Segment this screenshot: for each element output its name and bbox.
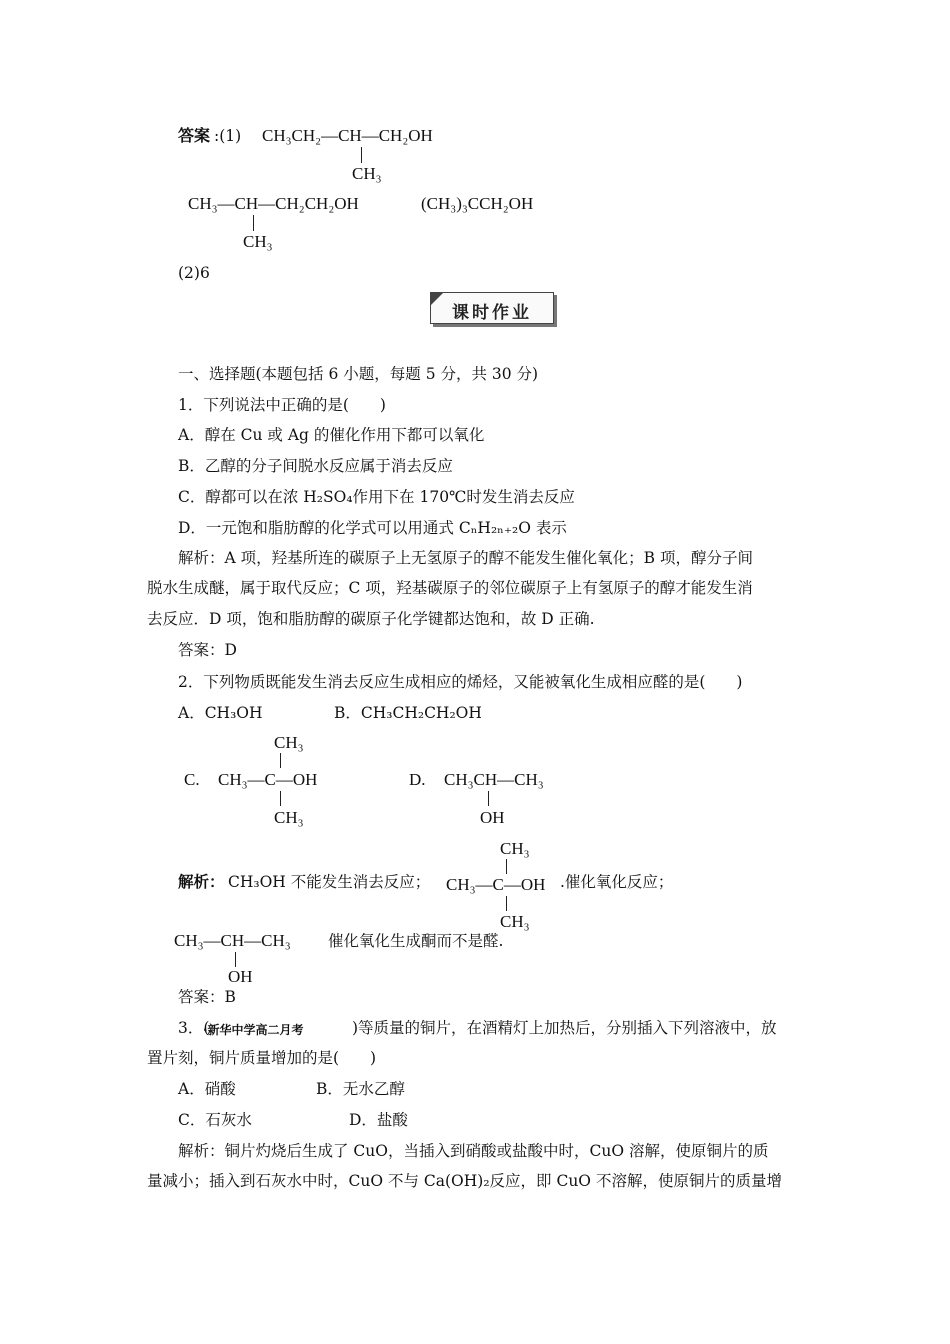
q2-exp2-main: CH₃—CH—CH₃ — [174, 931, 291, 950]
answer-part2: (2)6 — [178, 264, 210, 282]
bond-line — [235, 952, 236, 967]
q1-option-b: B．乙醇的分子间脱水反应属于消去反应 — [178, 457, 453, 475]
q1-explanation-line2: 脱水生成醚，属于取代反应；C 项，羟基碳原子的邻位碳原子上有氢原子的醇才能发生消 — [147, 579, 753, 597]
q3-source: ·新华中学高二月考 — [203, 1023, 304, 1037]
formula-3: (CH₃)₃CCH₂OH — [421, 194, 534, 213]
q2-explanation-a: CH₃OH 不能发生消去反应； — [228, 873, 431, 891]
formula-1-main: CH₃CH₂—CH—CH₂OH — [262, 126, 433, 145]
q2-exp2-bottom: OH — [228, 967, 253, 986]
q2-exp-bottom: CH₃ — [500, 912, 530, 931]
q3-option-c: C．石灰水 — [178, 1111, 252, 1129]
q1-option-a: A．醇在 Cu 或 Ag 的催化作用下都可以氧化 — [178, 426, 485, 444]
q2-exp-main: CH₃—C—OH — [446, 875, 546, 894]
q2-option-a: A．CH₃OH — [178, 704, 263, 722]
banner-title: 课时作业 — [452, 303, 532, 323]
q3-number: 3．( — [178, 1019, 210, 1037]
q2-explanation-tail: .催化氧化反应； — [560, 873, 674, 891]
q2-stem: 2．下列物质既能发生消去反应生成相应的烯烃，又能被氧化生成相应醛的是( ) — [178, 673, 743, 691]
q1-stem: 1．下列说法中正确的是( ) — [178, 396, 386, 414]
q3-option-b: B．无水乙醇 — [316, 1080, 405, 1098]
q1-option-d: D．一元饱和脂肪醇的化学式可以用通式 CₙH₂ₙ₊₂O 表示 — [178, 519, 567, 537]
answer-label: 答案 — [178, 126, 211, 145]
q2-option-b: B．CH₃CH₂CH₂OH — [334, 704, 482, 722]
section-heading: 一、选择题(本题包括 6 小题，每题 5 分，共 30 分) — [178, 365, 539, 383]
q3-option-d: D．盐酸 — [349, 1111, 408, 1129]
q3-explanation-line2: 量减小；插入到石灰水中时，CuO 不与 Ca(OH)₂反应，即 CuO 不溶解，使原铜片的质量增 — [147, 1172, 782, 1190]
q2-d-main: CH₃CH—CH₃ — [444, 770, 544, 789]
q2-explanation-label: 解析： — [178, 872, 225, 891]
q2-answer: 答案：B — [178, 988, 236, 1006]
q1-answer: 答案：D — [178, 641, 237, 659]
q2-c-top: CH₃ — [274, 733, 304, 752]
q2-option-d-label: D. — [409, 770, 426, 789]
q3-stem-line1: )等质量的铜片，在酒精灯上加热后，分别插入下列溶液中，放 — [352, 1019, 777, 1037]
bond-line — [280, 791, 281, 806]
formula-2-main: CH₃—CH—CH₂CH₂OH — [188, 194, 359, 213]
formula-1-branch: CH₃ — [352, 164, 382, 183]
q2-c-main: CH₃—C—OH — [218, 770, 318, 789]
formula-2-branch: CH₃ — [243, 232, 273, 251]
bond-line — [488, 791, 489, 806]
q3-explanation-line1: 解析：铜片灼烧后生成了 CuO，当插入到硝酸或盐酸中时，CuO 溶解，使原铜片的质 — [178, 1142, 769, 1160]
bond-line — [506, 859, 507, 874]
bond-line — [361, 147, 362, 163]
q2-explanation-tail2: 催化氧化生成酮而不是醛. — [328, 932, 504, 950]
bond-line — [280, 753, 281, 768]
q1-explanation-line1: 解析：A 项，羟基所连的碳原子上无氢原子的醇不能发生催化氧化；B 项，醇分子间 — [178, 549, 753, 567]
q3-option-a: A．硝酸 — [178, 1080, 236, 1098]
answer-part1-number: :(1) — [214, 127, 242, 145]
q2-exp-top: CH₃ — [500, 839, 530, 858]
q2-d-bottom: OH — [480, 808, 505, 827]
q1-option-c: C．醇都可以在浓 H₂SO₄作用下在 170℃时发生消去反应 — [178, 488, 575, 506]
section-banner — [430, 292, 554, 324]
bond-line — [253, 215, 254, 231]
q2-c-bottom: CH₃ — [274, 808, 304, 827]
bond-line — [506, 896, 507, 911]
q2-option-c-label: C. — [184, 770, 200, 789]
q1-explanation-line3: 去反应．D 项，饱和脂肪醇的碳原子化学键都达饱和，故 D 正确. — [147, 610, 595, 628]
q3-stem-line2: 置片刻，铜片质量增加的是( ) — [147, 1049, 377, 1067]
